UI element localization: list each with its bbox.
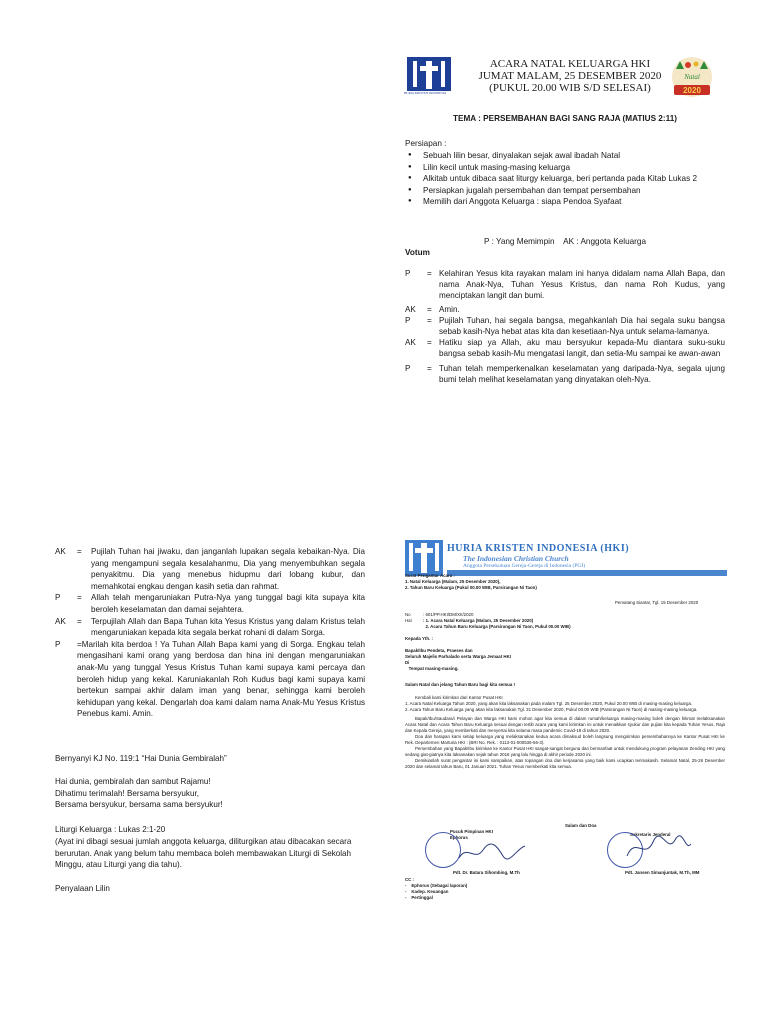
signing-office-2: Sekretaris Jenderal xyxy=(630,832,671,837)
speaker: AK xyxy=(55,547,66,556)
subject-value: : 1. Acara Natal Keluarga (Malam, 25 Desember 2020) xyxy=(423,618,534,623)
votum-dialog xyxy=(405,268,725,385)
dialog-line xyxy=(55,616,365,639)
equals-sign: = xyxy=(77,593,82,603)
votum-heading: Votum xyxy=(405,248,430,257)
speaker: P xyxy=(55,639,61,649)
xmas-year: 2020 xyxy=(683,86,701,95)
dialog-line xyxy=(405,363,725,385)
letter-number xyxy=(405,612,725,630)
hymn-line: Dihatimu terimalah! Bersama bersyukur, xyxy=(55,788,199,798)
signature xyxy=(623,834,693,862)
equals-sign: = xyxy=(427,269,432,278)
intro-item: 1. Natal Keluarga (Malam, 25 Desember 2020), xyxy=(405,579,501,584)
logo-caption: HURIA KRISTEN INDONESIA xyxy=(404,91,447,95)
recipient-line: Bapak/Ibu Pendeta, Praeses dan xyxy=(405,648,473,653)
speaker: AK xyxy=(405,304,416,314)
dialog-text: =Marilah kita berdoa ! Ya Tuhan Allah Bapa kami yang di Sorga. Engkau telah mengasihani kami orang yang berdosa dan hina ini dengan mengaruniakan anak-Mu yang tunggal Yesus Kristus Tuhan kami supaya kami percaya dan beroleh hidup yang kekal. Karuniakanlah Roh Kudus bagi kami supaya kami bertekun sampai akhir dalam iman yang benar, sehingga kami beroleh kehidupan yang kekal. Dengarlah doa kami dalam nama Anak-Mu Yesus Kristus Penebus kami. Amin. xyxy=(77,639,365,719)
intro-label: Surat Pengantar Acara : xyxy=(405,573,455,578)
hymn-line: Bersama bersyukur, bersama sama bersyukur! xyxy=(55,800,223,810)
letterhead-org-en: The Indonesian Christian Church xyxy=(463,554,569,563)
number-label: No xyxy=(405,612,411,617)
event-title-line: JUMAT MALAM, 25 DESEMBER 2020 xyxy=(478,70,662,82)
place-date: Pematang Siantar, Tgl. 15 Desember 2020 xyxy=(615,600,699,605)
dialog-text: Allah telah mengaruniakan Putra-Nya yang tunggal bagi kita supaya kita beroleh keselamatan dan damai sejahtera. xyxy=(91,593,365,614)
signer-name: Pdt. Jansen Simanjuntak, M.Th, MM xyxy=(625,870,700,875)
recipient-line: Di xyxy=(405,660,410,665)
body-paragraph: Kembali kami kirimkan dari Kantor Pusat HKI xyxy=(415,695,503,700)
cc-block xyxy=(405,877,605,901)
speaker: P xyxy=(405,269,411,278)
roles-legend: P : Yang Memimpin AK : Anggota Keluarga xyxy=(483,237,647,246)
letter-intro xyxy=(405,573,725,591)
dialog-text: Terpujilah Allah dan Bapa Tuhan kita Yesus Kristus yang dalam Kristus telah mengaruniakan kepada kita segala berkat rohani di dalam Sorga. xyxy=(91,616,365,638)
preparation-item: ● Memilih dari Anggota Keluarga : siapa Pendoa Syafaat xyxy=(405,196,705,208)
dialog-line xyxy=(55,592,365,615)
dialog-line xyxy=(405,315,725,337)
body-paragraph: 1. Acara Natal Keluarga Tahun 2020, yang akan kita laksanakan pada malam Tgl. 25 Desember 2020, Pukul 20.00 WIB di masing-masing keluarga. xyxy=(405,701,693,706)
recipient-block xyxy=(405,636,725,672)
cc-item: - Pertinggal xyxy=(405,895,433,900)
equals-sign: = xyxy=(77,547,82,556)
office-line: Ephorus xyxy=(450,835,468,840)
theme-heading: TEMA : PERSEMBAHAN BAGI SANG RAJA (MATIUS 2:11) xyxy=(453,114,677,123)
equals-sign: = xyxy=(427,315,432,325)
dialog-text: Kelahiran Yesus kita rayakan malam ini hanya didalam nama Allah Bapa, dan nama Anak-Nya, Tuhan Yesus Kristus, dan nama Roh Kudus, yang menciptakan langit dan bumi. xyxy=(439,269,725,301)
preparation-label: Persiapan : xyxy=(405,139,447,148)
preparation-list xyxy=(405,150,705,208)
speaker: P xyxy=(405,315,411,325)
preparation-item: ● Lilin kecil untuk masing-masing keluarga xyxy=(405,162,705,174)
xmas-word: Natal xyxy=(684,73,700,81)
preparation-item: ● Sebuah lilin besar, dinyalakan sejak awal ibadah Natal xyxy=(405,150,705,162)
recipient-line: Kepada Yth. : xyxy=(405,636,433,641)
equals-sign: = xyxy=(427,304,432,314)
dialog-line xyxy=(55,546,365,592)
liturgy-dialog xyxy=(55,546,365,720)
body-paragraph: Bapak/Ibu/Saudara/i Pelayan dan Warga HKI kami mohon agar kita semua di dalam rumah/keluarga masing-masing boleh dengan hikmat melaksanakan Acara Natal dan Acara Tahun Baru Keluarga sesuai dengan tertib acara yang kami kirimkan ini untuk menaikkan syukur dan pujian kita kepada Tuhan Yesus, Raja dan Kepala Gereja, yang memberkati dan menyertai kita selama masa pandemic Covid-19 di tahun 2020. xyxy=(405,716,725,733)
dialog-line xyxy=(405,268,725,302)
hymn-line: Hai dunia, gembiralah dan sambut Rajamu! xyxy=(55,777,211,786)
subject-label: Hal xyxy=(405,618,412,623)
dialog-line xyxy=(405,337,725,359)
candle-lighting: Penyalaan Lilin xyxy=(55,884,110,893)
equals-sign: = xyxy=(427,338,432,348)
hki-letterhead-logo xyxy=(405,540,443,576)
cover-letter xyxy=(405,540,725,920)
body-paragraph: Demikianlah surat pengantar ini kami sampaikan, atas topangan doa dan kerjasama yang baik kami ucapkan terimakasih. Selamat Natal, 25-26 Desember 2020 dan selamat tahun Baru, 01 Januari 2021. Tuhan Yesus memberkati kita semua. xyxy=(405,758,725,769)
letterhead-subtitle: Anggota Persekutuan Gereja-Gereja di Indonesia (PGI) xyxy=(463,563,586,569)
dialog-line xyxy=(405,304,725,315)
event-title-line: ACARA NATAL KELUARGA HKI xyxy=(489,58,651,70)
preparation-item: ● Persiapkan jugalah persembahan dan tempat persembahan xyxy=(405,185,705,197)
christmas-2020-logo xyxy=(668,55,716,99)
letterhead-org: HURIA KRISTEN INDONESIA (HKI) xyxy=(447,543,630,554)
body-paragraph: 2. Acara Tahun Baru Keluarga yang akan kita laksanakan Tgl. 31 Desember 2020, Pukul 00.00 WIB (Parsirangan Ni Taon) di masing-masing keluarga. xyxy=(405,707,698,712)
dialog-text: Hatiku siap ya Allah, aku mau bersyukur kepada-Mu diantara suku-suku bangsa sebab kasih-Mu mengatasi langit, dan setia-Mu sampai ke awan-awan xyxy=(439,338,725,359)
greeting: Salam Natal dan jelang Tahun Baru bagi kita semua ! xyxy=(405,682,515,687)
dialog-text: Pujilah Tuhan, hai segala bangsa, megahkanlah Dia hai segala suku bangsa sebab kasih-Nya hebat atas kita dan kesetiaan-Nya untuk selama-lamanya. xyxy=(439,315,725,337)
cc-label: CC : xyxy=(405,877,415,882)
church-stamp xyxy=(425,832,461,868)
speaker: AK xyxy=(405,338,416,348)
equals-sign: = xyxy=(427,363,432,373)
subject-row xyxy=(405,624,725,630)
cc-item: - Kadep. Keuangan xyxy=(405,889,449,894)
event-title xyxy=(450,58,690,94)
letter-body xyxy=(405,695,725,770)
body-paragraph: Doa dan harapan kami setiap keluarga yang melaksanakan kedua acara dimaksud boleh langsung mengirimkan persembahannya ke Kantor Pusat HKI ke Rek. Departemen Marturia HKI : (BRI No. Rek. : 0113-01-000536-56-3). xyxy=(405,734,725,745)
liturgy-note: (Ayat ini dibagi sesuai jumlah anggota keluarga, diliturgikan atau dibacakan secara berurutan. Anak yang belum tahu membaca boleh membawakan Liturgi di Sekolah Minggu, atau Liturgi yang dia tahu). xyxy=(55,837,352,870)
cc-item: - Ephorus (Sebagai laporan) xyxy=(405,883,468,888)
liturgy-title: Liturgi Keluarga : Lukas 2:1-20 xyxy=(55,825,166,834)
intro-item: 2. Tahun Baru Keluarga (Pukul 00.00 WIB, Parsirangan Ni Taon) xyxy=(405,585,537,590)
subject-value: 2. Acara Tahun Baru Keluarga (Parsirangan Ni Taon, Pukul 00.00 WIB) xyxy=(423,624,571,629)
closing: Salam dan Doa xyxy=(565,823,597,828)
dialog-line xyxy=(55,639,365,720)
signature xyxy=(457,840,527,864)
preparation-item: ● Alkitab untuk dibaca saat liturgy keluarga, beri pertanda pada Kitab Lukas 2 xyxy=(405,173,705,185)
event-title-line: (PUKUL 20.00 WIB S/D SELESAI) xyxy=(489,82,651,94)
speaker: P xyxy=(55,593,61,603)
dialog-text: Tuhan telah memperkenalkan keselamatan yang daripada-Nya, segala ujung bumi telah melihat keselamatan yang dinyatakan oleh-Nya. xyxy=(439,363,725,384)
dialog-text: Amin. xyxy=(439,304,460,314)
recipient-line: Seluruh Majelis Parhalado serta Warga Jemaat HKI xyxy=(405,654,511,659)
speaker: AK xyxy=(55,616,66,626)
hymn-title: Bernyanyi KJ No. 119:1 “Hai Dunia Gembiralah” xyxy=(55,754,227,763)
office-line: Pucuk Pimpinan HKI xyxy=(450,829,493,834)
hymn-lyrics xyxy=(55,776,365,811)
speaker: P xyxy=(405,363,411,373)
body-paragraph: Persembahan yang Bapak/Ibu kirimkan ke Kantor Pusat HKI sangat-sangat berguna dan bermanfaat untuk mendukung program pelayanan Zending HKI yang sedang giat-giatnya kita laksanakan sejak tahun 2016 yang lalu hingga di akhir periode 2020 ini. xyxy=(405,746,725,757)
recipient-line: Tempat masing-masing. xyxy=(405,666,459,671)
number-value: : 601/PP.HKI/DM/XII/2020 xyxy=(423,612,474,617)
equals-sign: = xyxy=(77,616,82,626)
dialog-text: Pujilah Tuhan hai jiwaku, dan janganlah lupakan segala kebaikan-Nya. Dia yang mengampuni segala kesalahanmu, Dia yang menyembuhkan segala penyakitmu. Dia yang menebus hidupmu dari lobang kubur, dan memahkotai engkau dengan kasih setia dan rahmat. xyxy=(91,547,365,591)
signer-name: Pdt. Dr. Batara Sihombing, M.Th xyxy=(453,870,520,875)
